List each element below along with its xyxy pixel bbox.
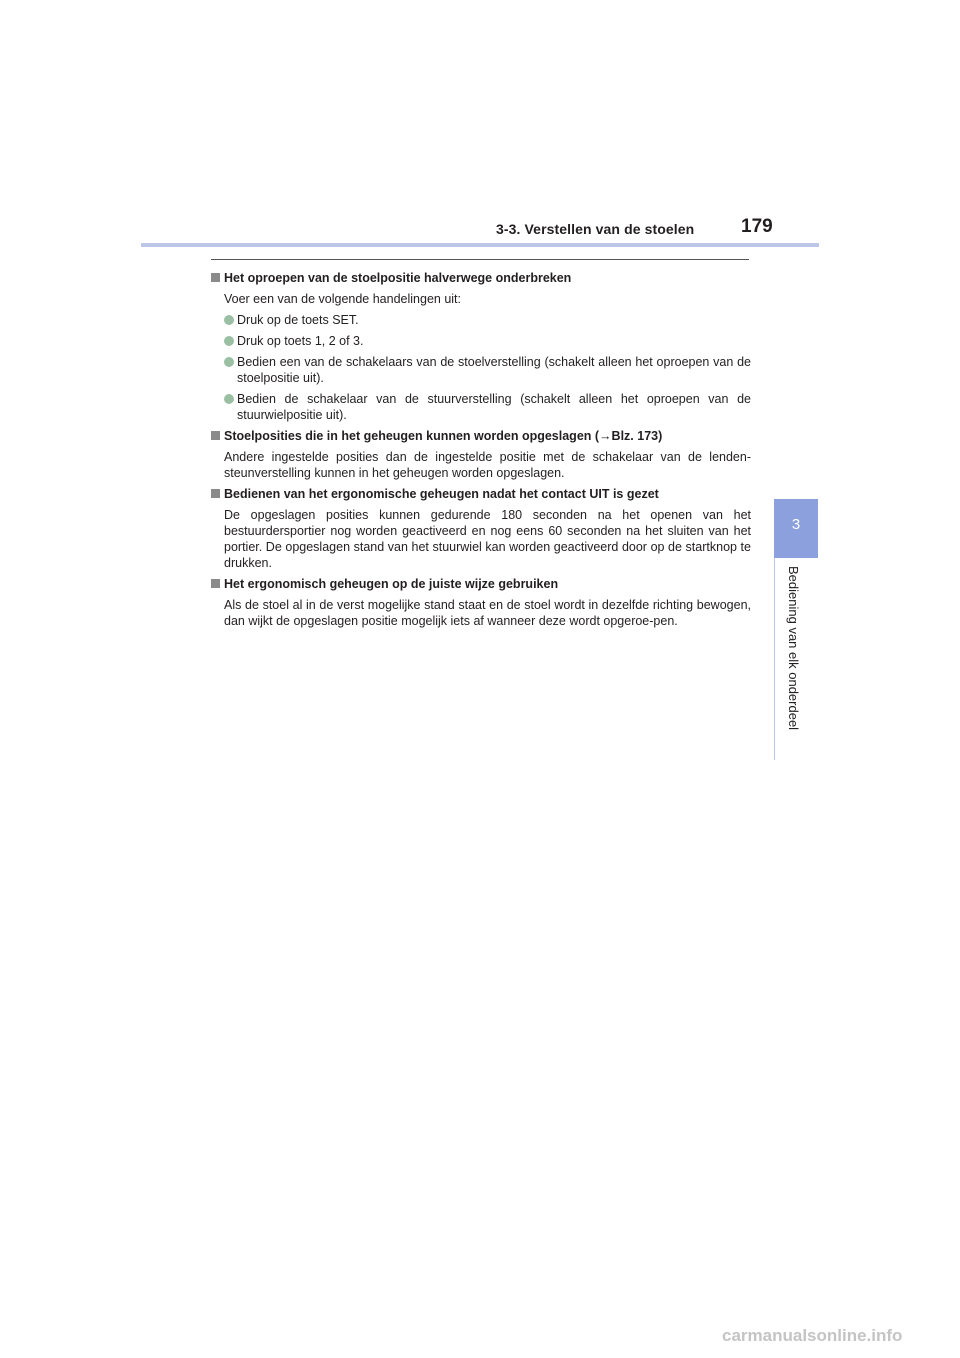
list-item xyxy=(224,333,751,349)
list-item-text: Bedien een van de schakelaars van de stoelverstelling (schakelt alleen het oproepen van de stoelpositie uit). xyxy=(237,355,751,385)
section-heading-text: Het ergonomisch geheugen op de juiste wijze gebruiken xyxy=(224,577,559,591)
section-after-off xyxy=(211,486,751,571)
section-body: Als de stoel al in de verst mogelijke stand staat en de stoel wordt in dezelfde richting bewogen, dan wijkt de opgeslagen positie mogelijk iets af wanneer deze wordt opgeroe-pen. xyxy=(224,598,751,628)
content-rule xyxy=(211,259,749,260)
chapter-tab: 3 xyxy=(774,499,818,558)
watermark: carmanualsonline.info xyxy=(722,1326,903,1345)
section-body: De opgeslagen posities kunnen gedurende 180 seconden na het openen van het bestuurdersportier nog worden geactiveerd en nog eens 60 seconden na het sluiten van het portier. De opgeslagen stand van het stuurwiel kan worden geactiveerd door op de startknop te drukken. xyxy=(224,508,751,570)
page-reference-link[interactable]: Blz. 173) xyxy=(611,429,663,443)
chapter-label: Bediening van elk onderdeel xyxy=(786,566,801,731)
section-heading xyxy=(211,428,751,444)
section-intro: Voer een van de volgende handelingen uit: xyxy=(224,292,461,306)
round-bullet-icon xyxy=(224,394,234,404)
list-item xyxy=(224,391,751,423)
section-body: Andere ingestelde posities dan de ingestelde positie met de schakelaar van de lenden-steunverstelling kunnen in het geheugen worden opgeslagen. xyxy=(224,450,751,480)
section-heading xyxy=(211,270,751,286)
main-content xyxy=(211,270,751,634)
header-rule xyxy=(141,243,819,247)
round-bullet-icon xyxy=(224,336,234,346)
chapter-side-rule xyxy=(774,558,775,760)
section-memory-positions xyxy=(211,428,751,481)
section-heading xyxy=(211,576,751,592)
list-item-text: Bedien de schakelaar van de stuurverstelling (schakelt alleen het oproepen van de stuurwielpositie uit). xyxy=(237,392,751,422)
section-heading-text: Stoelposities die in het geheugen kunnen worden opgeslagen (→Blz. 173) xyxy=(224,429,663,443)
square-bullet-icon xyxy=(211,489,220,498)
page-number: 179 xyxy=(741,216,773,237)
section-correct-use xyxy=(211,576,751,629)
square-bullet-icon xyxy=(211,273,220,282)
list-item xyxy=(224,354,751,386)
section-heading-text: Het oproepen van de stoelpositie halverwege onderbreken xyxy=(224,271,572,285)
arrow-icon: → xyxy=(599,429,612,443)
section-heading-text: Bedienen van het ergonomische geheugen nadat het contact UIT is gezet xyxy=(224,487,659,501)
list-item xyxy=(224,312,751,328)
list-item-text: Druk op de toets SET. xyxy=(237,313,359,327)
round-bullet-icon xyxy=(224,357,234,367)
list-item-text: Druk op toets 1, 2 of 3. xyxy=(237,334,364,348)
round-bullet-icon xyxy=(224,315,234,325)
page-header-title: 3-3. Verstellen van de stoelen xyxy=(496,221,695,237)
section-heading xyxy=(211,486,751,502)
square-bullet-icon xyxy=(211,431,220,440)
square-bullet-icon xyxy=(211,579,220,588)
section-interrupt-recall xyxy=(211,270,751,423)
